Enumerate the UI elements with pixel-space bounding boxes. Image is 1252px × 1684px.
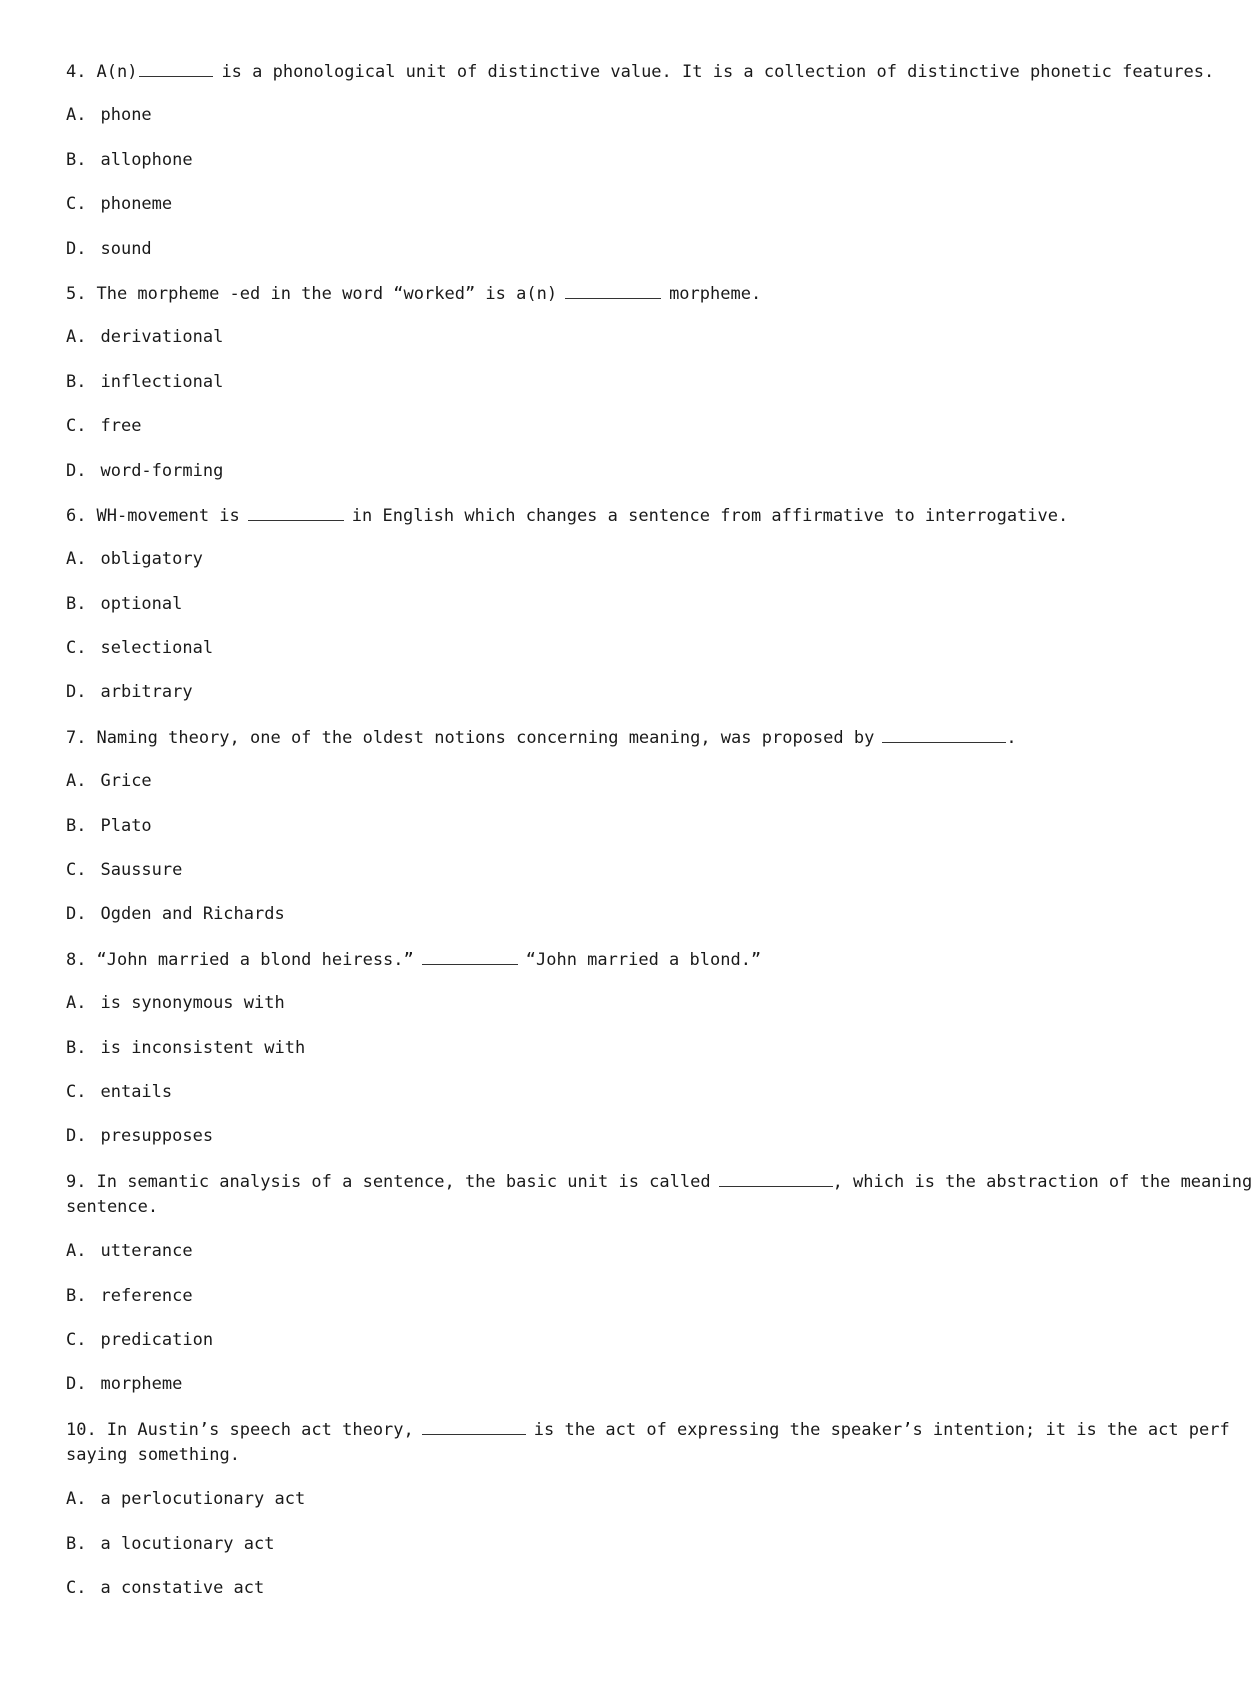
option-text: morpheme: [100, 1374, 183, 1395]
question-number: 6.: [66, 505, 87, 526]
option-text: Grice: [100, 771, 152, 792]
option-item: [66, 369, 1190, 395]
option-letter: C.: [66, 1329, 87, 1350]
stem-text-before: In Austin’s speech act theory,: [106, 1419, 414, 1440]
option-item: [66, 1327, 1190, 1353]
stem-text-before: WH-movement is: [96, 505, 240, 526]
option-item: [66, 1283, 1190, 1309]
option-text: optional: [100, 593, 183, 614]
option-letter: B.: [66, 1533, 87, 1554]
stem-text-before: “John married a blond heiress.”: [96, 949, 414, 970]
option-letter: C.: [66, 860, 87, 881]
option-letter: A.: [66, 327, 87, 348]
stem-text-after: .: [1006, 727, 1017, 748]
option-item: [66, 990, 1190, 1016]
stem-text-after: , which is the abstraction of the meaning: [832, 1171, 1252, 1192]
option-letter: D.: [66, 1126, 87, 1147]
option-text: word-forming: [100, 460, 224, 481]
option-item: [66, 147, 1190, 173]
question-stem-10: [66, 1416, 1230, 1468]
option-text: free: [100, 416, 142, 437]
option-letter: A.: [66, 105, 87, 126]
option-item: [66, 324, 1190, 350]
option-item: [66, 546, 1190, 572]
option-letter: B.: [66, 593, 87, 614]
option-item: [66, 458, 1190, 484]
option-letter: D.: [66, 904, 87, 925]
option-text: reference: [100, 1285, 193, 1306]
option-letter: D.: [66, 682, 87, 703]
answer-blank: [422, 1416, 526, 1435]
option-text: Plato: [100, 815, 152, 836]
option-letter: A.: [66, 771, 87, 792]
option-item: [66, 1371, 1190, 1397]
option-item: [66, 591, 1190, 617]
question-number: 7.: [66, 727, 87, 748]
option-letter: A.: [66, 549, 87, 570]
option-text: inflectional: [100, 371, 224, 392]
question-stem-6: [66, 502, 1190, 528]
option-letter: C.: [66, 638, 87, 659]
question-stem-4: [66, 58, 1215, 84]
answer-blank: [139, 58, 213, 77]
option-text: is inconsistent with: [100, 1037, 306, 1058]
option-text: predication: [100, 1329, 214, 1350]
question-number: 10.: [66, 1419, 97, 1440]
option-text: phoneme: [100, 194, 173, 215]
option-item: [66, 102, 1190, 128]
option-letter: C.: [66, 416, 87, 437]
option-item: [66, 813, 1190, 839]
option-text: Ogden and Richards: [100, 904, 285, 925]
option-text: entails: [100, 1081, 173, 1102]
option-item: [66, 768, 1190, 794]
option-letter: B.: [66, 1037, 87, 1058]
option-text: arbitrary: [100, 682, 193, 703]
question-stem-5: [66, 280, 1190, 306]
option-text: phone: [100, 105, 152, 126]
question-list: [66, 58, 1252, 1619]
stem-text-continued: sentence.: [66, 1196, 159, 1217]
option-text: allophone: [100, 149, 193, 170]
option-text: obligatory: [100, 549, 203, 570]
stem-text-after: is the act of expressing the speaker’s intention; it is the act perf: [533, 1419, 1230, 1440]
option-item: [66, 1486, 1190, 1512]
option-text: selectional: [100, 638, 214, 659]
option-item: [66, 1035, 1190, 1061]
stem-text-after: “John married a blond.”: [525, 949, 762, 970]
answer-blank: [248, 502, 344, 521]
option-item: [66, 1123, 1190, 1149]
option-text: Saussure: [100, 860, 183, 881]
option-letter: B.: [66, 371, 87, 392]
option-text: is synonymous with: [100, 993, 285, 1014]
question-number: 9.: [66, 1171, 87, 1192]
stem-text-after: is a phonological unit of distinctive value. It is a collection of distinctive phonetic features.: [221, 62, 1215, 82]
question-stem-7: [66, 724, 1190, 750]
stem-text-before: In semantic analysis of a sentence, the basic unit is called: [96, 1171, 711, 1192]
option-text: sound: [100, 238, 152, 259]
option-text: presupposes: [100, 1126, 214, 1147]
option-item: [66, 1575, 1190, 1601]
option-letter: B.: [66, 149, 87, 170]
option-item: [66, 1079, 1190, 1105]
stem-text-after: morpheme.: [669, 283, 762, 304]
option-text: a constative act: [100, 1577, 265, 1598]
option-item: [66, 679, 1190, 705]
option-item: [66, 1238, 1190, 1264]
option-letter: A.: [66, 1241, 87, 1262]
option-item: [66, 635, 1190, 661]
option-item: [66, 901, 1190, 927]
stem-text-after: in English which changes a sentence from affirmative to interrogative.: [351, 505, 1069, 526]
option-text: a perlocutionary act: [100, 1489, 306, 1510]
answer-blank: [719, 1168, 833, 1187]
option-letter: B.: [66, 815, 87, 836]
answer-blank: [565, 280, 661, 299]
question-number: 8.: [66, 949, 87, 970]
option-letter: C.: [66, 194, 87, 215]
option-letter: A.: [66, 1489, 87, 1510]
option-text: a locutionary act: [100, 1533, 275, 1554]
question-number: 5.: [66, 283, 87, 304]
option-letter: C.: [66, 1577, 87, 1598]
option-letter: D.: [66, 460, 87, 481]
question-stem-9: [66, 1168, 1252, 1220]
option-letter: B.: [66, 1285, 87, 1306]
question-number: 4.: [66, 62, 87, 82]
option-item: [66, 857, 1190, 883]
answer-blank: [422, 946, 518, 965]
option-item: [66, 236, 1190, 262]
stem-text-before: A(n): [96, 62, 138, 82]
question-stem-8: [66, 946, 1190, 972]
stem-text-before: The morpheme -ed in the word “worked” is a(n): [96, 283, 558, 304]
stem-text-before: Naming theory, one of the oldest notions concerning meaning, was proposed by: [96, 727, 875, 748]
option-letter: C.: [66, 1081, 87, 1102]
stem-text-continued: saying something.: [66, 1444, 240, 1465]
option-text: utterance: [100, 1241, 193, 1262]
option-text: derivational: [100, 327, 224, 348]
option-item: [66, 191, 1190, 217]
option-letter: D.: [66, 1374, 87, 1395]
option-letter: A.: [66, 993, 87, 1014]
option-item: [66, 413, 1190, 439]
option-letter: D.: [66, 238, 87, 259]
option-item: [66, 1531, 1190, 1557]
answer-blank: [882, 724, 1006, 743]
